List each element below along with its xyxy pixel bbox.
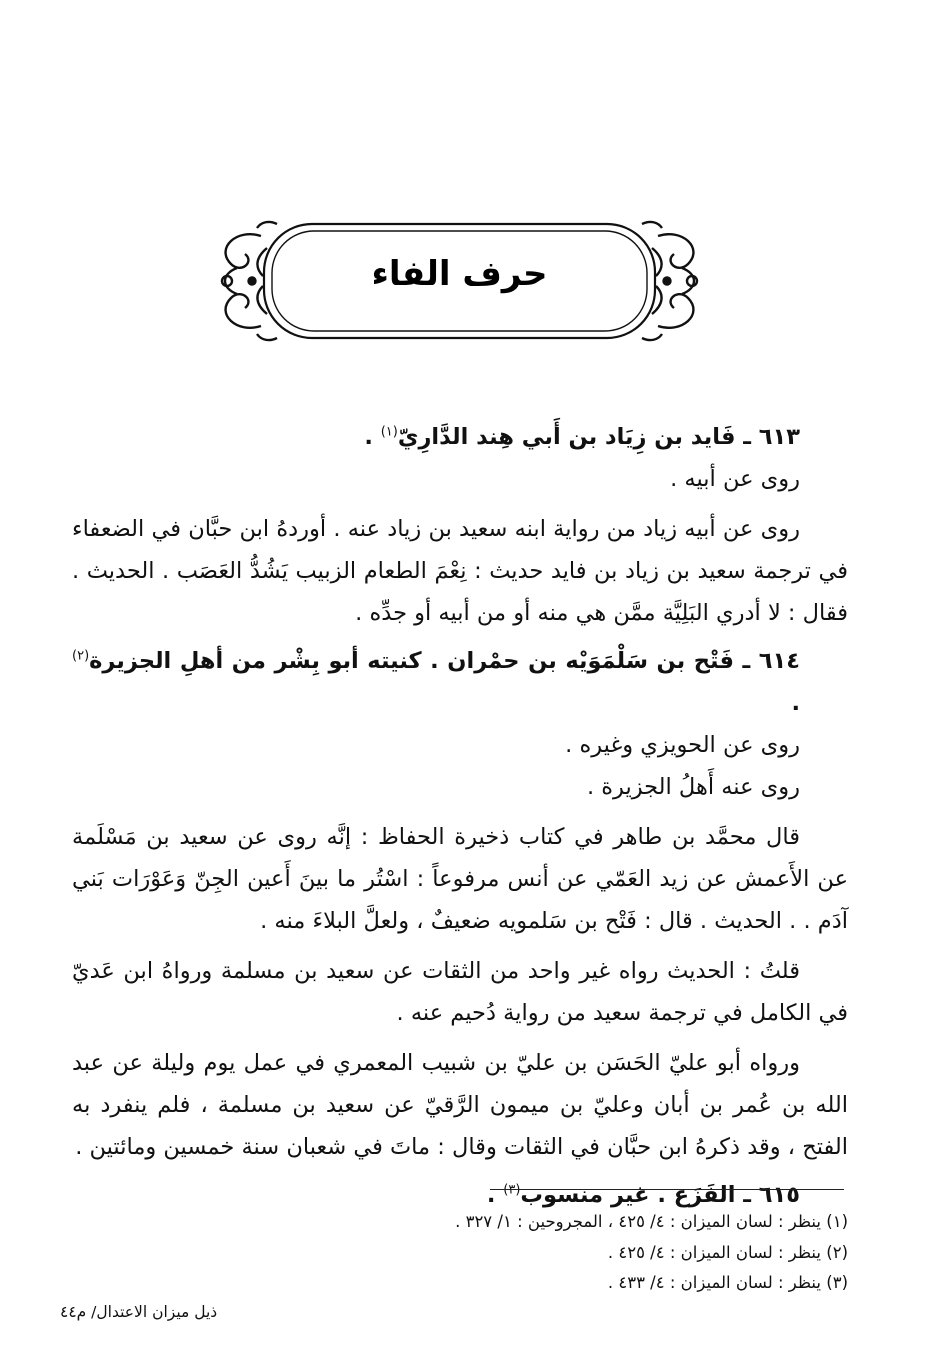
footnote: (٢) ينظر : لسان الميزان : ٤/ ٤٢٥ . bbox=[607, 1242, 848, 1262]
paragraph: روى عنه أَهلُ الجزيرة . bbox=[586, 774, 800, 800]
paragraph: قلتُ : الحديث رواه غير واحد من الثقات عن سعيد بن مسلمة ورواهُ ابن عَديّ في الكامل في ترجمة سعيد من رواية دُحيم عنه . bbox=[72, 958, 848, 1026]
entry-heading: ٦١٤ ـ فَتْح بن سَلْمَوَيْه بن حمْران . كنيته أبو بِشْر من أهلِ الجزيرة$^{(٢)}$ . bbox=[72, 648, 800, 716]
paragraph: قال محمَّد بن طاهر في كتاب ذخيرة الحفاظ : إنَّه روى عن سعيد بن مَسْلَمة عن الأَعمش عن زيد العَمّي عن أنس مرفوعاً : اسْتُر ما بينَ أَعين الجِنّ وَعَوْرَات بَني آدَم . . الحديث . قال : فَتْح بن سَلمويه ضعيفٌ ، ولعلَّ البلاءَ منه . bbox=[72, 824, 848, 934]
chapter-title: حرف الفاء bbox=[371, 254, 548, 294]
paragraph: روى عن الحويزي وغيره . bbox=[565, 732, 800, 758]
page-signature: ذيل ميزان الاعتدال/ م٤٤ bbox=[60, 1303, 218, 1321]
paragraph: ورواه أبو عليّ الحَسَن بن عليّ بن شبيب المعمري في عمل يوم وليلة عن عبد الله بن عُمر بن أبان وعليّ بن ميمون الرَّقيّ عن سعيد بن مسلمة ، فلم ينفرد به الفتح ، وقد ذكرهُ ابن حبَّان في الثقات وقال : ماتَ في شعبان سنة خمسين ومائتين . bbox=[72, 1050, 848, 1160]
entry-heading: ٦١٣ ـ فَايد بن زِيَاد بن أَبي هِند الدَّارِيّ$^{(١)}$ . bbox=[364, 424, 800, 450]
entry-heading: ٦١٥ ـ الفَزَع . غير منسوب$^{(٣)}$ . bbox=[486, 1182, 800, 1208]
footnote: (٣) ينظر : لسان الميزان : ٤/ ٤٣٣ . bbox=[607, 1273, 848, 1292]
footnote-ref[interactable]: (٣) bbox=[503, 1182, 521, 1198]
footnote-ref[interactable]: (٢) bbox=[72, 648, 90, 664]
footnote: (١) ينظر : لسان الميزان : ٤/ ٤٢٥ ، المجروحين : ١/ ٣٢٧ . bbox=[455, 1212, 848, 1231]
footnote-divider bbox=[490, 1189, 844, 1190]
footnotes bbox=[300, 1207, 848, 1299]
footnote-ref[interactable]: (١) bbox=[380, 424, 398, 440]
chapter-cartouche bbox=[212, 218, 707, 344]
paragraph: روى عن أبيه زياد من رواية ابنه سعيد بن زياد عنه . أوردهُ ابن حبَّان في الضعفاء في ترجمة سعيد بن زياد بن فايد حديث : نِعْمَ الطعام الزبيب يَشُدُّ العَصَب . الحديث . فقال : لا أدري البَلِيَّة ممَّن هي منه أو من أبيه أو جدِّه . bbox=[72, 516, 848, 626]
main-text bbox=[72, 410, 848, 1216]
paragraph: روى عن أبيه . bbox=[670, 466, 800, 492]
